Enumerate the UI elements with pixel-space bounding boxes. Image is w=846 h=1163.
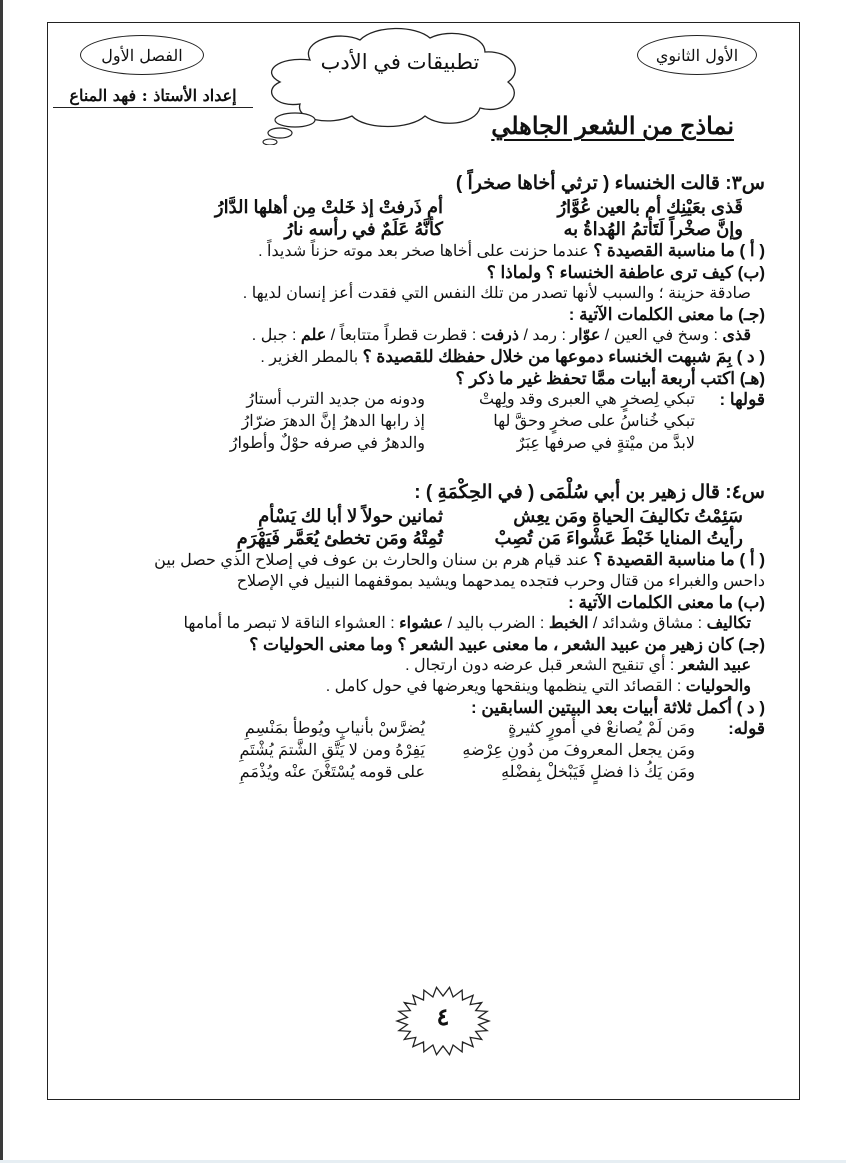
definition-term: والحوليات [685,678,751,695]
q3-verse-1 [85,196,765,218]
verse-first-half: تبكي خُناسُ على صخرٍ وحقَّ لها [493,413,695,430]
verse-first-half: رأيتُ المنايا خَبْطَ عَشْواءَ مَن تُصِبْ [494,528,743,548]
vocab-meaning: : الضرب باليد / [443,615,549,632]
q3-b-answer: صادقة حزينة ؛ والسبب لأنها تصدر من تلك النفس التي فقدت أعز إنسان لديها . [242,285,751,302]
vocab-term: علم [300,327,327,344]
vocab-term: قذى [722,327,751,344]
vocab-meaning: : رمد / [519,327,571,344]
verse-first-half: قَذى بعَيْنِك أم بالعين عُوَّارُ [557,197,743,217]
author-credit: إعداد الأستاذ : فهد المناع [53,86,253,108]
q4-verse-1 [85,505,765,527]
q3-verse-2 [85,218,765,240]
verse-lead-spacer [695,762,765,784]
q3-d [85,346,765,368]
q4-a-answer-cont: داحس والغبراء من قتال وحرب فتجده يمدحهما ويشيد بموقفهما النبيل في الإصلاح [236,573,765,590]
page-title: نماذج من الشعر الجاهلي [491,113,734,140]
verse-second-half: أم ذَرفتْ إذ خَلتْ مِن أهلها الدَّارُ [214,197,443,217]
definition-term: عبيد الشعر [678,657,751,674]
q4-c-answer-2 [85,676,765,697]
verse-lead-spacer [695,411,765,433]
q3-c-question: (جـ) ما معنى الكلمات الآتية : [568,305,765,324]
q4-d-verse-1 [85,718,765,740]
q3-e-verse-3 [85,433,765,455]
definition-text: : القصائد التي ينظمها وينقحها ويعرضها في حول كامل . [325,678,686,695]
grade-label: الأول الثانوي [655,45,739,65]
q4-a [85,549,765,571]
vocab-meaning: : وسخ في العين / [600,327,723,344]
verse-second-half: ثمانين حولاً لا أبا لك يَسْأمِ [258,506,443,526]
verse-first-half: ومَن يَكُ ذا فضلٍ فَيَبْخلْ بِفضْلهِ [501,764,695,781]
verse-lead-spacer [695,740,765,762]
verse-first-half: تبكي لِصخرٍ هي العبرى وقد ولِهتْ [478,391,695,408]
q4-d-verse-2 [85,740,765,762]
content [85,170,765,784]
verse-second-half: على قومه يُسْتَغْنَ عنْه ويُذْمَمِ [239,764,425,781]
vocab-meaning: : العشواء الناقة لا تبصر ما أمامها [183,615,400,632]
q3-e-verse-2 [85,411,765,433]
q3-c-words [85,325,765,346]
q3-e-question: (هـ) اكتب أربعة أبيات ممَّا تحفظ غير ما ذكر ؟ [455,369,765,388]
q4-heading: س٤: قال زهير بن أبي سُلْمَى ( في الحِكْمَةِ ) : [414,482,765,503]
q3-a-question: ( أ ) ما مناسبة القصيدة ؟ [593,241,765,260]
vocab-term: ذرفت [480,327,519,344]
vocab-meaning: : قطرت قطراً متتابعاً / [326,327,481,344]
q3-heading: س٣: قالت الخنساء ( ترثي أخاها صخراً ) [455,173,765,194]
verse-second-half: كأنَّهُ عَلَمٌ في رأسه نارُ [284,219,443,239]
q3-a-answer: عندما حزنت على أخاها صخر بعد موته حزناً شديداً . [258,243,594,260]
verse-first-half: وإنَّ صخْراً لَتَأتمُ الهُداةُ به [563,219,743,239]
vocab-meaning: : جبل . [251,327,301,344]
page-number: ٤ [436,1004,450,1031]
q4-verse-2 [85,527,765,549]
verse-second-half: يَفِرْهُ ومن لا يَتَّقِ الشَّتمَ يُشْتَمِ [239,742,425,759]
verse-first-half: لابدَّ من ميْتةٍ في صرفها عِبَرٌ [516,435,695,452]
q4-d-verse-3 [85,762,765,784]
q4-b-words [85,613,765,634]
scan-edge [0,0,3,1163]
vocab-term: الخبط [548,615,589,632]
vocab-term: عشواء [399,615,444,632]
verse-first-half: ومَن لَمْ يُصانعْ في أمورٍ كثيرةٍ [508,720,695,737]
q4-d-question: ( د ) أكمل ثلاثة أبيات بعد البيتين السابقين : [471,698,765,717]
q3-b-question: (ب) كيف ترى عاطفة الخنساء ؟ ولماذا ؟ [486,263,765,282]
q3-d-answer: بالمطر الغزير . [260,349,363,366]
vocab-meaning: : مشاق وشدائد / [588,615,707,632]
q4-c-answer-1 [85,655,765,676]
verse-first-half: ومَن يجعل المعروفَ من دُونِ عِرْضهِ [462,742,695,759]
verse-lead: قوله: [728,719,765,738]
verse-second-half: إذ رابها الدهرُ إنَّ الدهرَ ضرّارُ [241,413,425,430]
q3-a [85,240,765,262]
q4-a-answer: عند قيام هرم بن سنان والحارث بن عوف في إصلاح الذي حصل بين [154,552,594,569]
q4-c-question: (جـ) كان زهير من عبيد الشعر ، ما معنى عبيد الشعر ؟ وما معنى الحوليات ؟ [249,635,765,654]
q4-a-question: ( أ ) ما مناسبة القصيدة ؟ [593,550,765,569]
verse-first-half: سَئِمْتُ تكاليفَ الحياةِ ومَن يعِش [513,506,743,526]
verse-second-half: يُضرَّسْ بأنيابٍ ويُوطأ بمَنْسِمِ [244,720,425,737]
verse-lead-spacer [695,433,765,455]
verse-second-half: والدهرُ في صرفه حوْلٌ وأطوارُ [229,435,425,452]
q3-e-verse-1 [85,389,765,411]
vocab-term: عوّار [570,327,601,344]
definition-text: : أي تنقيح الشعر قبل عرضه دون ارتجال . [405,657,679,674]
q4-b-question: (ب) ما معنى الكلمات الآتية : [568,593,765,612]
verse-second-half: تُمِتْهُ ومَن تخطئ يُعَمَّر فَيَهْرَمِ [236,528,443,548]
verse-lead: قولها : [719,390,765,409]
grade-badge [637,35,757,75]
term-label: الفصل الأول [101,45,183,65]
term-badge [80,35,204,75]
verse-second-half: ودونه من جديد الترب أستارُ [246,391,425,408]
vocab-term: تكاليف [706,615,751,632]
subject-title: تطبيقات في الأدب [320,51,480,74]
q3-d-question: ( د ) بِمَ شبهت الخنساء دموعها من خلال حفظك للقصيدة ؟ [362,347,765,366]
